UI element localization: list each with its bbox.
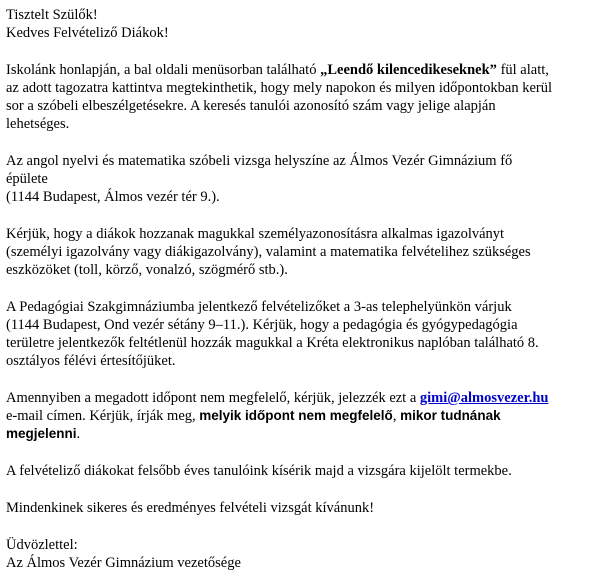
emphasis-which-time: melyik időpont nem megfelelő	[199, 408, 393, 423]
para1-line-4: lehetséges.	[6, 116, 70, 132]
closing-line-1: Üdvözlettel:	[6, 537, 78, 553]
para4-line-3: területre jelentkezők feltétlenül hozzák magukkal a Kréta elektronikus naplóban található 8.	[6, 335, 539, 351]
para4-line-4: osztályos félévi értesítőjüket.	[6, 353, 176, 369]
closing-line-2: Az Álmos Vezér Gimnázium vezetősége	[6, 555, 241, 571]
menu-name-bold: „Leendő kilencedikeseknek”	[320, 62, 497, 78]
para2-line-3: (1144 Budapest, Álmos vezér tér 9.).	[6, 189, 220, 205]
para3-line-2: (személyi igazolvány vagy diákigazolvány), valamint a matematika felvételihez szükséges	[6, 244, 531, 260]
para2-line-1: Az angol nyelvi és matematika szóbeli vizsga helyszíne az Álmos Vezér Gimnázium fő	[6, 153, 513, 169]
para5-line-3: megjelenni.	[6, 426, 81, 442]
para2-line-2: épülete	[6, 171, 48, 187]
para1-line-3: sor a szóbeli elbeszélgetésekre. A keresés tanulói azonosító szám vagy jelige alapján	[6, 98, 496, 114]
para5-line-1: Amennyiben a megadott időpont nem megfelelő, kérjük, jelezzék ezt a gimi@almosvezer.hu	[6, 390, 549, 406]
emphasis-when-can: mikor tudnának	[400, 408, 501, 423]
para6-line-1: A felvételiző diákokat felsőbb éves tanulóink kísérik majd a vizsgára kijelölt termekbe.	[6, 463, 512, 479]
para1-line-1: Iskolánk honlapján, a bal oldali menüsorban található „Leendő kilencedikeseknek” fül alatt,	[6, 62, 549, 78]
emphasis-attend: megjelenni	[6, 426, 77, 441]
para5-line-2: e-mail címen. Kérjük, írják meg, melyik időpont nem megfelelő, mikor tudnának	[6, 408, 501, 424]
para3-line-1: Kérjük, hogy a diákok hozzanak magukkal személyazonosításra alkalmas igazolványt	[6, 226, 505, 242]
greeting-line-1: Tisztelt Szülők!	[6, 7, 98, 23]
para4-line-2: (1144 Budapest, Ond vezér sétány 9–11.). Kérjük, hogy a pedagógia és gyógypedagógia	[6, 317, 518, 333]
para1-line-2: az adott tagozatra kattintva megtekinthetik, hogy mely napokon és milyen időpontokban kerül	[6, 80, 553, 96]
email-link[interactable]: gimi@almosvezer.hu	[419, 390, 549, 406]
para3-line-3: eszközöket (toll, körző, vonalzó, szögmérő stb.).	[6, 262, 288, 278]
para7-line-1: Mindenkinek sikeres és eredményes felvételi vizsgát kívánunk!	[6, 500, 375, 516]
greeting-line-2: Kedves Felvételiző Diákok!	[6, 25, 169, 41]
para4-line-1: A Pedagógiai Szakgimnáziumba jelentkező felvételizőket a 3-as telephelyünkön várjuk	[6, 299, 512, 315]
